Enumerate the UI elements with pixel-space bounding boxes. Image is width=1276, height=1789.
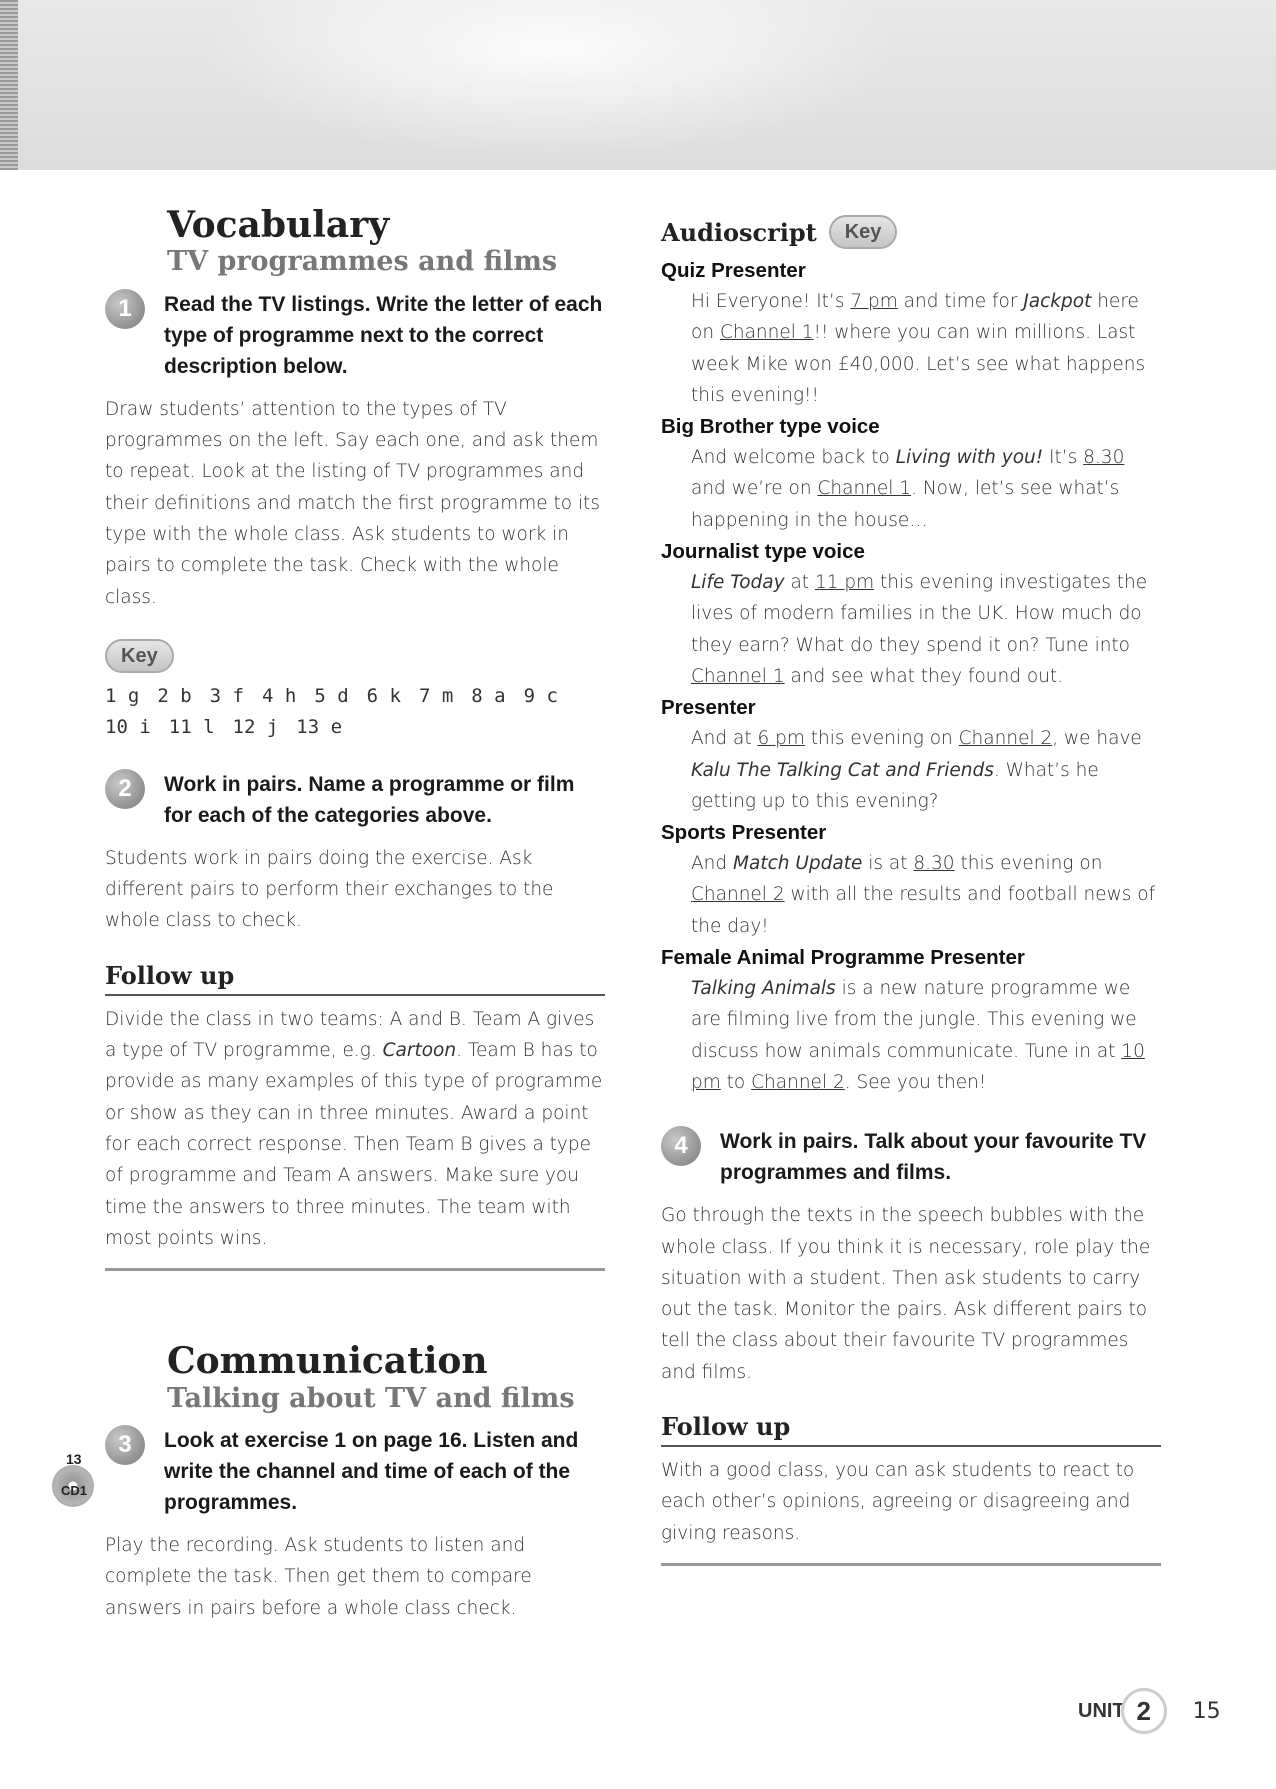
follow-up-body: [105, 1004, 605, 1254]
exercise-4-body: Go through the texts in the speech bubbles with the whole class. If you think it is necessary, role play the situation with a student. Then ask students to carry out the task. Monitor the pairs. Ask different pairs to tell the class about their favourite TV programmes and films.: [661, 1205, 1151, 1383]
key-answers: [105, 681, 605, 743]
key-answer: 5 d: [314, 684, 349, 707]
follow-up-divider: [105, 1268, 605, 1271]
exercise-4-number: 4: [661, 1126, 701, 1166]
key-answer: 12 j: [232, 715, 279, 738]
speech-presenter: And at 6 pm this evening on Channel 2, we have Kalu The Talking Cat and Friends. What’s he getting up to this evening?: [691, 728, 1142, 812]
left-column: [105, 205, 605, 1624]
unit-text: UNIT: [1078, 1699, 1125, 1722]
exercise-3-number: 3: [105, 1425, 145, 1465]
speech-quiz-presenter: Hi Everyone! It’s 7 pm and time for Jackpot here on Channel 1!! where you can win millions. Last week Mike won £40,000. Let’s see what happens this evening!!: [691, 291, 1146, 406]
exercise-4-instruction: Work in pairs. Talk about your favourite TV programmes and films.: [720, 1130, 1147, 1185]
exercise-2-instruction: Work in pairs. Name a programme or film for each of the categories above.: [164, 772, 575, 827]
audioscript-heading: [661, 215, 1161, 249]
speaker-quiz-presenter: Quiz Presenter: [661, 259, 806, 282]
speech-big-brother: And welcome back to Living with you! It’s 8.30 and we’re on Channel 1. Now, let’s see what’s happening in the house…: [691, 447, 1125, 531]
page-footer: [1078, 1688, 1221, 1734]
key-answer: 3 f: [209, 684, 244, 707]
exercise-2-body: Students work in pairs doing the exercise. Ask different pairs to perform their exchanges to the whole class to check.: [105, 847, 554, 932]
key-answers-row-2: [105, 712, 605, 743]
key-answer: 1 g: [105, 684, 140, 707]
key-answer: 11 l: [168, 715, 215, 738]
unit-label: [1078, 1688, 1167, 1734]
exercise-2-number: 2: [105, 769, 145, 809]
key-answer: 6 k: [366, 684, 401, 707]
page-number: 15: [1192, 1698, 1221, 1724]
vocabulary-subtitle: TV programmes and films: [167, 246, 558, 278]
exercise-3-instruction: Look at exercise 1 on page 16. Listen and write the channel and time of each of the programmes.: [164, 1428, 579, 1514]
key-answers-row-1: [105, 681, 605, 712]
audioscript-title: Audioscript: [661, 217, 817, 247]
key-answer: 10 i: [105, 715, 151, 738]
header-band: [0, 0, 1276, 170]
key-answer: 7 m: [418, 684, 454, 707]
audioscript-key-badge: Key: [829, 215, 898, 249]
key-answer: 13 e: [296, 715, 343, 738]
right-column: [661, 215, 1161, 1566]
communication-title: Communication: [167, 1340, 488, 1383]
exercise-3: [105, 1425, 605, 1518]
speaker-big-brother: Big Brother type voice: [661, 415, 880, 439]
speaker-sports-presenter: Sports Presenter: [661, 821, 827, 845]
communication-subtitle: Talking about TV and films: [167, 1382, 575, 1414]
cd-label: CD1: [61, 1483, 88, 1498]
follow-up-heading: Follow up: [105, 961, 605, 996]
speech-journalist: Life Today at 11 pm this evening investigates the lives of modern families in the UK. How much do they earn? What do they spend it on? Tune into Channel 1 and see what they found out.: [691, 572, 1148, 687]
header-edge-pattern: [0, 0, 18, 170]
header-sheen: [200, 0, 900, 160]
cd-track-badge: [52, 1453, 98, 1509]
follow-up-2-divider: [661, 1563, 1161, 1566]
speaker-presenter: Presenter: [661, 696, 756, 720]
follow-up-2-body: With a good class, you can ask students to react to each other’s opinions, agreeing or disagreeing and giving reasons.: [661, 1460, 1135, 1544]
key-block: [105, 639, 605, 743]
cd-track-number: 13: [66, 1451, 82, 1467]
exercise-1: [105, 289, 605, 382]
key-answer: 9 c: [523, 684, 558, 707]
speech-female-animal: Talking Animals is a new nature programme we are filming live from the jungle. This evening we discuss how animals communicate. Tune in at 10 pm to Channel 2. See you then!: [691, 978, 1145, 1093]
vocabulary-title: Vocabulary: [167, 204, 390, 246]
follow-up-text-1: Divide the class in two teams: A and B. Team A gives a type of TV programme, e.g.: [105, 1008, 595, 1062]
follow-up-text-2: . Team B has to provide as many examples of this type of programme or show as they can in three minutes. Award a point for each correct response. Then Team B gives a type of programme and Team A answers. Make sure you time the answers to three minutes. The team with most points wins.: [105, 1040, 603, 1249]
key-badge: Key: [105, 639, 174, 673]
key-answer: 2 b: [157, 684, 192, 707]
follow-up-example: Cartoon: [382, 1040, 457, 1062]
exercise-1-instruction: Read the TV listings. Write the letter of each type of programme next to the correct description below.: [164, 292, 603, 378]
exercise-1-body: Draw students’ attention to the types of TV programmes on the left. Say each one, and ask them to repeat. Look at the listing of TV programmes and their definitions and match the first programme to its type with the whole class. Ask students to work in pairs to complete the task. Check with the whole class.: [105, 398, 601, 608]
exercise-3-body: Play the recording. Ask students to listen and complete the task. Then get them to compare answers in pairs before a whole class check.: [105, 1534, 532, 1619]
exercise-1-number: 1: [105, 289, 145, 329]
exercise-4: [661, 1126, 1161, 1188]
speech-sports-presenter: And Match Update is at 8.30 this evening on Channel 2 with all the results and football news of the day!: [691, 853, 1156, 937]
speaker-journalist: Journalist type voice: [661, 540, 865, 564]
follow-up-2-heading: Follow up: [661, 1412, 1161, 1447]
key-answer: 4 h: [261, 684, 297, 707]
exercise-2: [105, 769, 605, 831]
unit-number: 2: [1121, 1688, 1167, 1734]
key-answer: 8 a: [471, 684, 506, 707]
speaker-female-animal: Female Animal Programme Presenter: [661, 946, 1025, 970]
